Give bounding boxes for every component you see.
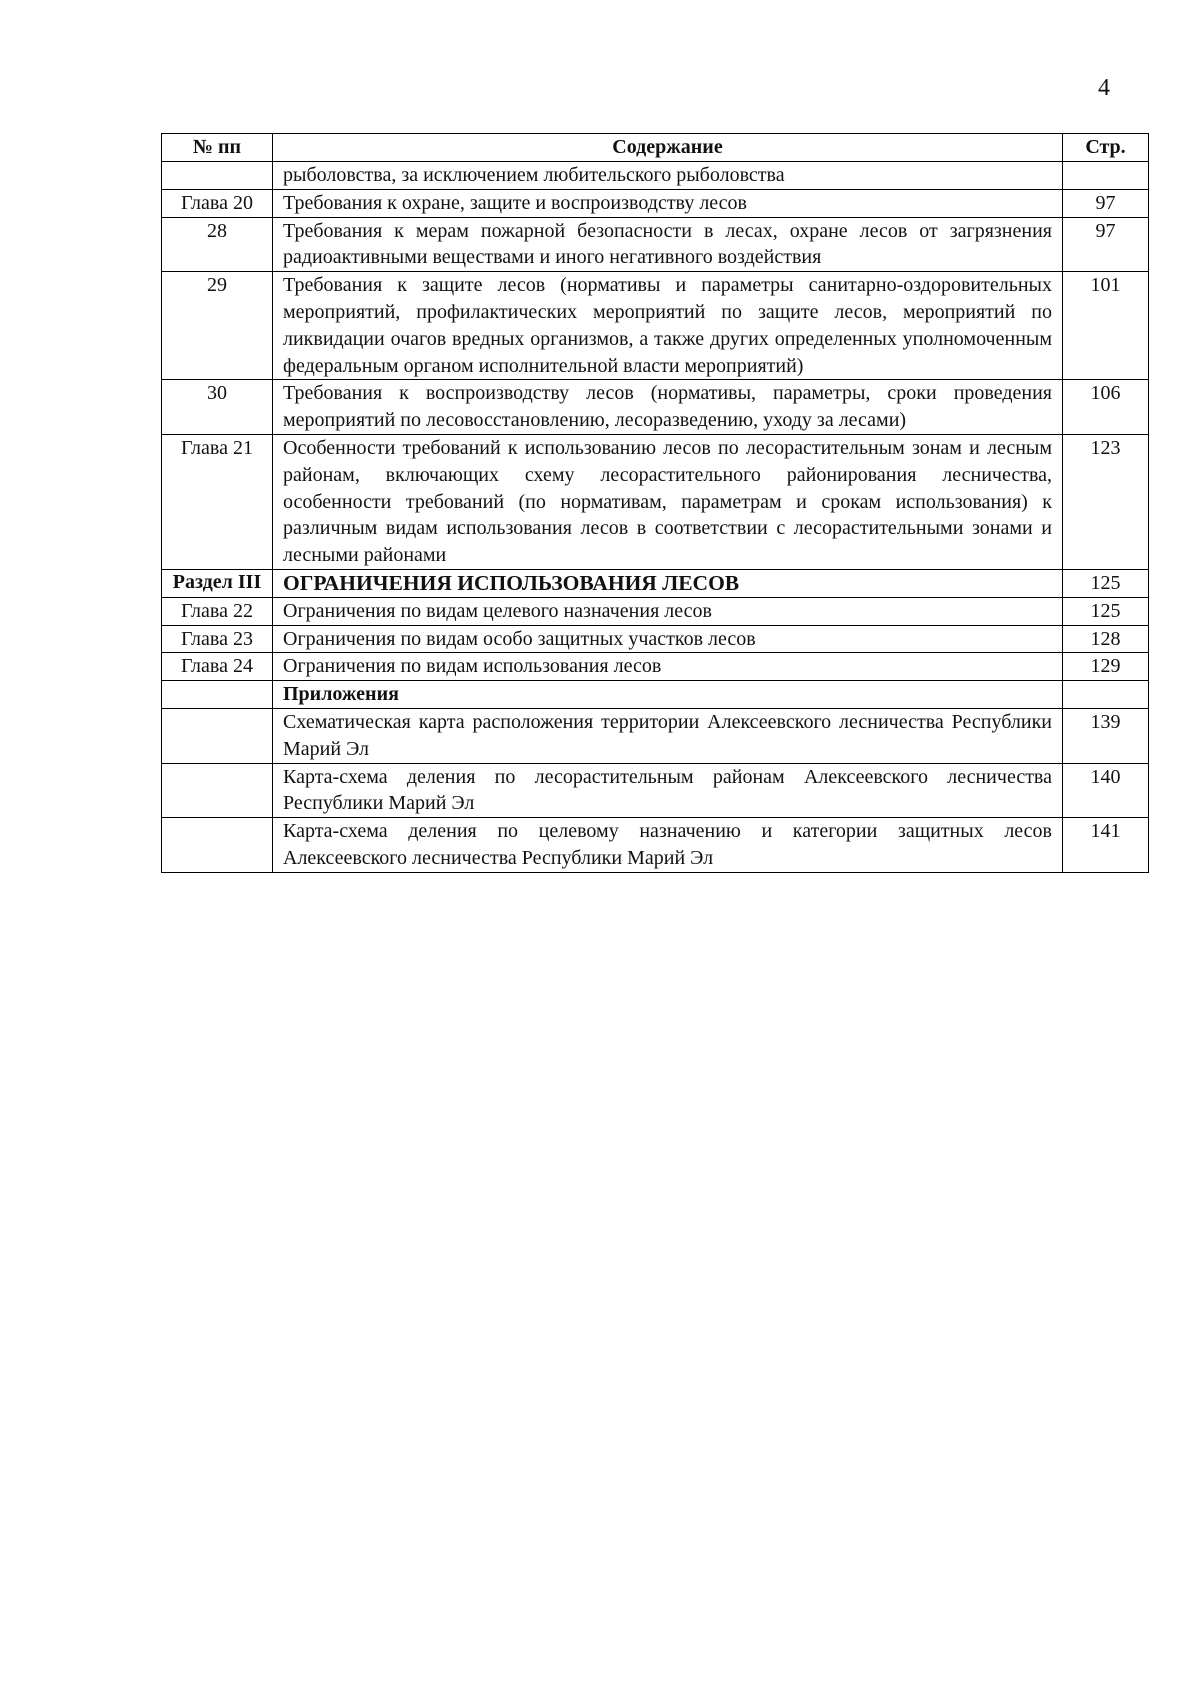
table-row bbox=[162, 217, 1149, 272]
row-page: 125 bbox=[1063, 569, 1149, 597]
row-number: 28 bbox=[162, 217, 273, 272]
row-content: Требования к воспроизводству лесов (нормативы, параметры, сроки проведения мероприятий по лесовосстановлению, лесоразведению, уходу за лесами) bbox=[273, 380, 1063, 435]
row-content: Требования к защите лесов (нормативы и параметры санитарно-оздоровительных мероприятий, профилактических мероприятий по защите лесов, мероприятий по ликвидации очагов вредных организмов, а также других определенных уполномоченным федеральным органом исполнительной власти мероприятий) bbox=[273, 272, 1063, 380]
row-page bbox=[1063, 681, 1149, 709]
row-number: Глава 21 bbox=[162, 434, 273, 569]
table-of-contents bbox=[161, 133, 1149, 873]
table-header-row bbox=[162, 134, 1149, 162]
row-number bbox=[162, 763, 273, 818]
row-content: Карта-схема деления по целевому назначению и категории защитных лесов Алексеевского лесничества Республики Марий Эл bbox=[273, 818, 1063, 873]
header-number: № пп bbox=[162, 134, 273, 162]
row-content: Требования к охране, защите и воспроизводству лесов bbox=[273, 189, 1063, 217]
row-page: 140 bbox=[1063, 763, 1149, 818]
row-page: 125 bbox=[1063, 597, 1149, 625]
row-number: Глава 22 bbox=[162, 597, 273, 625]
row-page: 106 bbox=[1063, 380, 1149, 435]
table-row-section bbox=[162, 569, 1149, 597]
table-row bbox=[162, 597, 1149, 625]
row-page: 97 bbox=[1063, 217, 1149, 272]
table-row bbox=[162, 189, 1149, 217]
row-page: 141 bbox=[1063, 818, 1149, 873]
table-row bbox=[162, 625, 1149, 653]
row-number bbox=[162, 681, 273, 709]
row-content: Требования к мерам пожарной безопасности в лесах, охране лесов от загрязнения радиоактивными веществами и иного негативного воздействия bbox=[273, 217, 1063, 272]
row-page: 97 bbox=[1063, 189, 1149, 217]
row-number: 29 bbox=[162, 272, 273, 380]
row-content: Ограничения по видам целевого назначения лесов bbox=[273, 597, 1063, 625]
table-row bbox=[162, 681, 1149, 709]
table-row bbox=[162, 162, 1149, 190]
row-page: 128 bbox=[1063, 625, 1149, 653]
table-row bbox=[162, 763, 1149, 818]
row-page bbox=[1063, 162, 1149, 190]
row-page: 101 bbox=[1063, 272, 1149, 380]
row-content: Карта-схема деления по лесорастительным районам Алексеевского лесничества Республики Марий Эл bbox=[273, 763, 1063, 818]
row-content: Особенности требований к использованию лесов по лесорастительным зонам и лесным районам, включающих схему лесорастительного районирования лесничества, особенности требований (по нормативам, параметрам и срокам использования) к различным видам использования лесов в соответствии с лесорастительными зонами и лесными районами bbox=[273, 434, 1063, 569]
row-number: Глава 24 bbox=[162, 653, 273, 681]
table-row bbox=[162, 818, 1149, 873]
header-content: Содержание bbox=[273, 134, 1063, 162]
row-content: рыболовства, за исключением любительского рыболовства bbox=[273, 162, 1063, 190]
row-number bbox=[162, 708, 273, 763]
row-number bbox=[162, 818, 273, 873]
row-number: Глава 20 bbox=[162, 189, 273, 217]
row-content: Ограничения по видам особо защитных участков лесов bbox=[273, 625, 1063, 653]
table-row bbox=[162, 380, 1149, 435]
section-heading: ОГРАНИЧЕНИЯ ИСПОЛЬЗОВАНИЯ ЛЕСОВ bbox=[273, 569, 1063, 597]
table-row bbox=[162, 708, 1149, 763]
row-number: Раздел III bbox=[162, 569, 273, 597]
table-row bbox=[162, 272, 1149, 380]
table-row bbox=[162, 434, 1149, 569]
row-page: 129 bbox=[1063, 653, 1149, 681]
row-page: 123 bbox=[1063, 434, 1149, 569]
row-page: 139 bbox=[1063, 708, 1149, 763]
appendices-heading: Приложения bbox=[273, 681, 1063, 709]
row-content: Ограничения по видам использования лесов bbox=[273, 653, 1063, 681]
header-page: Стр. bbox=[1063, 134, 1149, 162]
table-row bbox=[162, 653, 1149, 681]
row-number bbox=[162, 162, 273, 190]
row-content: Схематическая карта расположения территории Алексеевского лесничества Республики Марий Эл bbox=[273, 708, 1063, 763]
row-number: 30 bbox=[162, 380, 273, 435]
page-number: 4 bbox=[1098, 75, 1110, 101]
row-number: Глава 23 bbox=[162, 625, 273, 653]
